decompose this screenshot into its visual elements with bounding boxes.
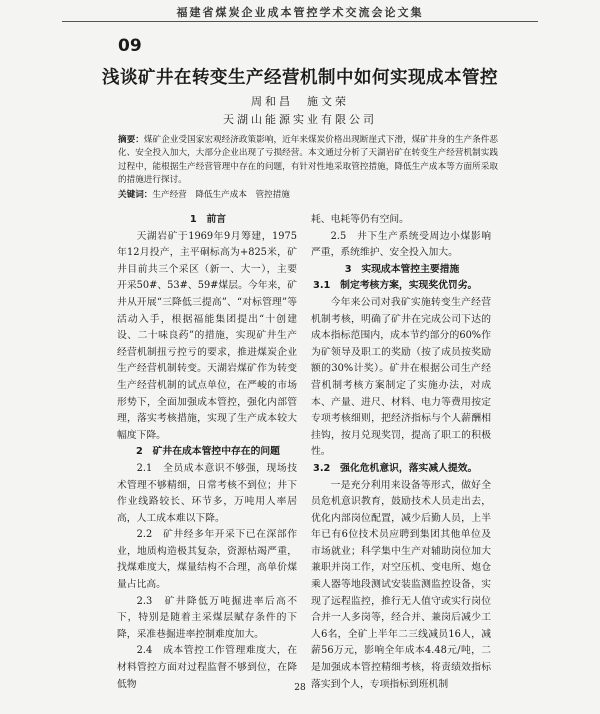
section-1-heading: 1 前言 — [189, 214, 227, 225]
keywords-text: 生产经营 降低生产成本 管控措施 — [152, 190, 290, 200]
section-2-2: 2.2 矿井经多年开采下已在深部作业，地质构造极其复杂，资源枯竭严重，找煤难度大，煤量结构不合理，高单价煤量占比高。 — [117, 529, 297, 591]
section-2-5: 2.5 井下生产系统受周边小煤影响严重，系统维护、安全投入加大。 — [311, 230, 491, 259]
section-3-1-text: 今年来公司对我矿实施转变生产经营机制考核，明确了矿井在完成公司下达的成本指标范围内，成本节约部分的60%作为矿领导及职工的奖励（按了成员按奖励额的30%计奖）。矿井在根据公司生产经营机制考核方案制定了实施办法，对成本、产量、进尺、材料、电力等费用按定专项考核细则，把经济指标与个人薪酬相挂钩，按月兑现奖罚，提高了职工的积极性。 — [311, 296, 491, 458]
section-3-heading: 3 实现成本管控主要措施 — [344, 263, 460, 275]
running-header: 福建省煤炭企业成本管控学术交流会论文集 — [176, 6, 424, 19]
authors: 周和昌 施文荣 — [251, 95, 349, 108]
keywords — [118, 188, 498, 200]
right-column — [311, 212, 491, 693]
left-column — [117, 212, 297, 693]
keywords-label: 关键词： — [118, 190, 153, 200]
section-2-1: 2.1 全员成本意识不够强，现场技术管理不够精细，日常考核不到位；井下作业线路较长、环节多，万吨用人率居高，人工成本难以下降。 — [117, 462, 297, 524]
section-2-4: 2.4 成本管控工作管理难度大，在材料管控方面对过程监督不够到位，在降低物 — [117, 645, 297, 690]
abstract-label: 摘要： — [118, 135, 144, 145]
section-2-heading: 2 矿井在成本管控中存在的问题 — [136, 446, 280, 458]
section-2-3: 2.3 矿井降低万吨掘进率后高不下，特别是随着主采煤层赋存条件的下降，采准巷掘进率控制难度加大。 — [117, 595, 297, 640]
organization: 天湖山能源实业有限公司 — [223, 113, 377, 126]
header-rule — [62, 21, 538, 22]
section-3-2-text: 一是充分利用来设备等形式，做好全员危机意识教育，鼓励技术人员走出去，优化内部岗位配置，减少后勤人员，上半年已有6位技术员应聘到集团其他单位及市场就业；科学集中生产对辅助岗位加大兼职并岗工作，对空压机、变电所、炮仓乘人器等地段测试安装监测监控设备，实现了远程监控，推行无人值守或实行岗位合并一人多岗等，经合并、兼岗后减少工人6名，全矿上半年二三线减员16人，减薪56万元，影响全年成本4.48元/吨，二是加强成本管控精细考核，将责绩效指标落实到个人，专项指标到班机制 — [311, 479, 491, 690]
abstract-text: 煤矿企业受国家宏观经济政策影响，近年来煤炭价格出现断崖式下滑，煤矿井身的生产条件恶化、安全投入加大，大部分企业出现了亏损经营。本文通过分析了天湖岩矿在转变生产经营机制实践过程中，能根据生产经营管理中存在的问题，有针对性地采取管控措施，降低生产成本等方面所采取的措施进行探讨。 — [118, 135, 498, 185]
section-3-2-heading: 3.2 强化危机意识，落实减人提效。 — [313, 462, 478, 474]
page-number: 28 — [294, 683, 306, 693]
abstract — [118, 134, 498, 187]
section-1-paragraph: 天湖岩矿于1969年9月筹建，1975年12月投产，主平硐标高为+825米，矿井目前共三个采区（新一、大一），主要开采50#、53#、59#煤层。今年来，矿井从开展“三降低三提高”、“对标管理”等活动入手，根据福能集团提出“十创建设、二十味良药”的措施，实现矿井生产经营机制扭亏控亏的要求，推进煤炭企业生产经营机制转变。天湖岩煤矿作为转变生产经营机制的试点单位，在严峻的市场形势下，全面加强成本管控，强化内部管理，落实考核措施，实现了生产成本较大幅度下降。 — [117, 230, 297, 441]
section-3-1-heading: 3.1 制定考核方案，实现奖优罚劣。 — [313, 280, 478, 292]
section-2-4-continued: 耗、电耗等仍有空间。 — [311, 214, 409, 225]
article-title: 浅谈矿井在转变生产经营机制中如何实现成本管控 — [102, 68, 498, 88]
article-number: 09 — [118, 36, 142, 56]
